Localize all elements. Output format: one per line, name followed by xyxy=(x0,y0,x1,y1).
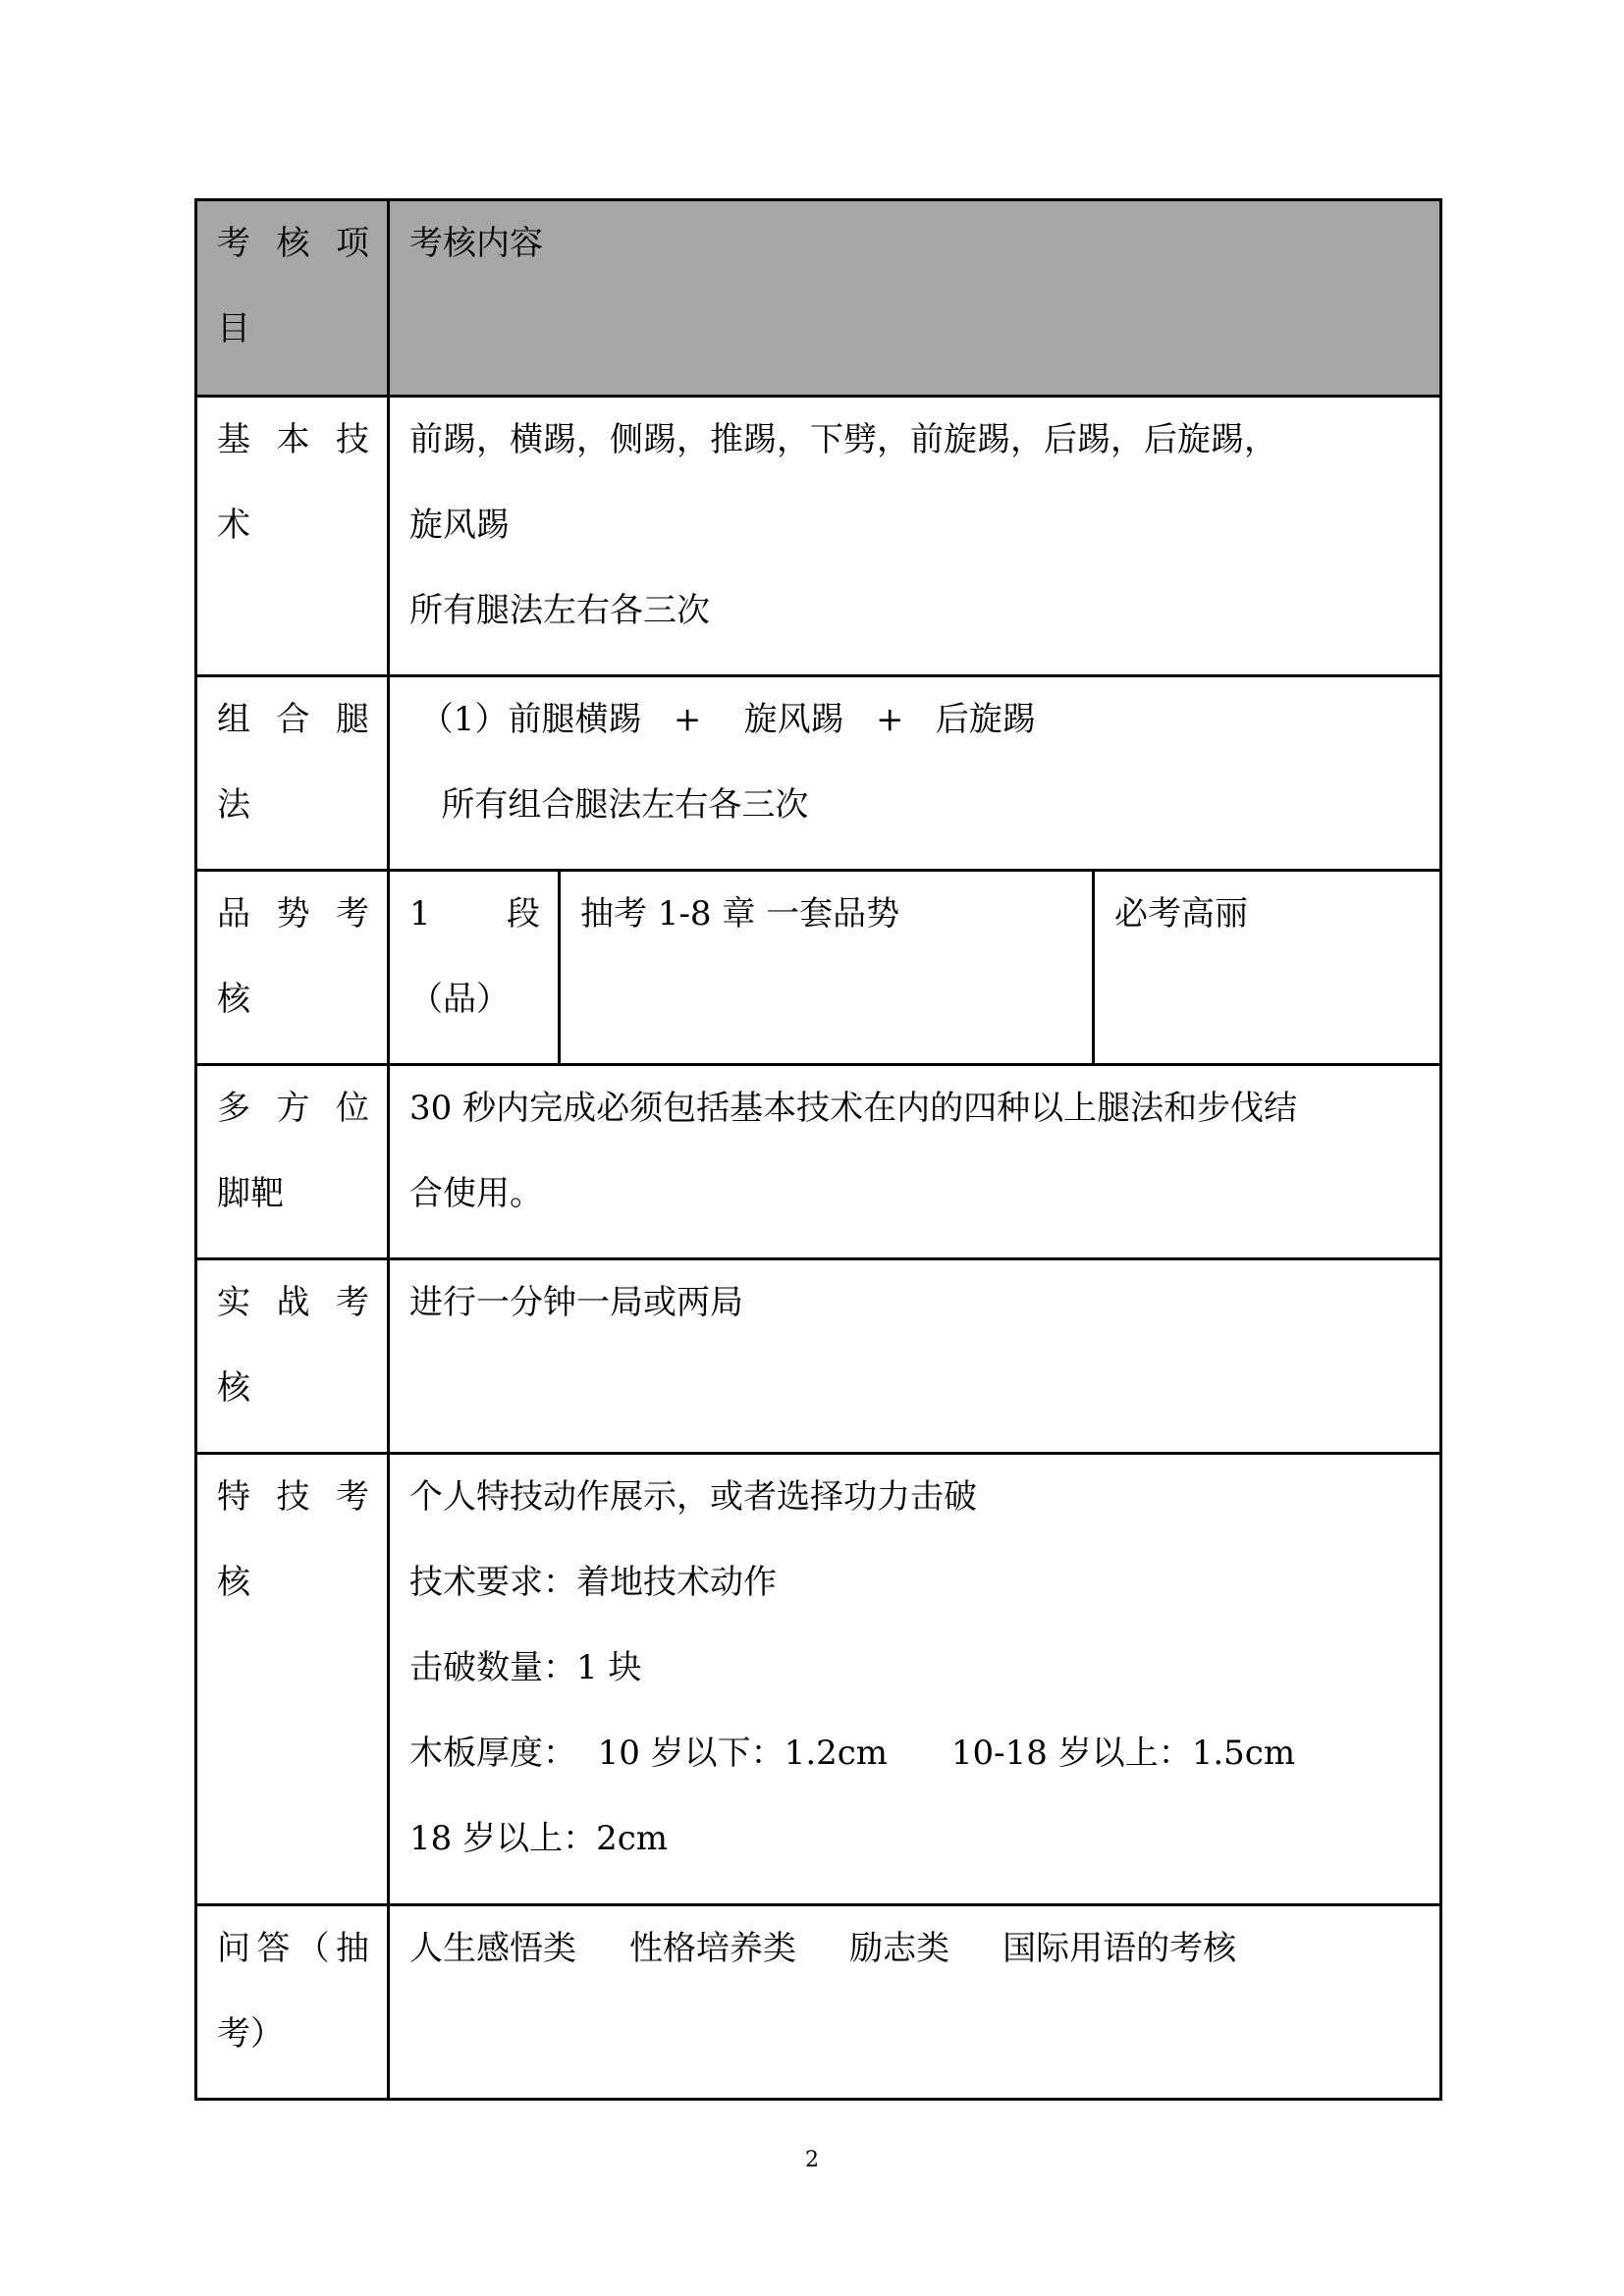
content-line: 所有腿法左右各三次 xyxy=(409,591,710,630)
table-row xyxy=(196,1905,1441,2100)
content-line: 合使用。 xyxy=(409,1174,543,1213)
content-line: 所有组合腿法左右各三次 xyxy=(409,785,809,825)
content-line: 前踢，横踢，侧踢，推踢，下劈，前旋踢，后踢，后旋踢， xyxy=(409,420,1277,459)
row-label: 特 技 考 核 xyxy=(196,1454,389,1905)
row-content xyxy=(389,676,1441,871)
table-row xyxy=(196,871,1441,1065)
content-line: 个人特技动作展示，或者选择功力击破 xyxy=(409,1477,977,1517)
header-content-cell: 考核内容 xyxy=(389,200,1441,397)
table-header-row xyxy=(196,200,1441,397)
content-line: 旋风踢 xyxy=(409,506,510,545)
row-label: 组 合 腿 法 xyxy=(196,676,389,871)
content-line: 木板厚度： 10 岁以下：1.2cm 10-18 岁以上：1.5cm xyxy=(409,1734,1296,1773)
content-line: 进行一分钟一局或两局 xyxy=(409,1283,743,1322)
row-label: 多 方 位 脚靶 xyxy=(196,1065,389,1259)
table-row xyxy=(196,676,1441,871)
row-subcell-level: 1 段（品） xyxy=(389,871,560,1065)
table-row xyxy=(196,397,1441,676)
row-subcell-draw: 抽考 1-8 章 一套品势 xyxy=(560,871,1094,1065)
table-row xyxy=(196,1259,1441,1454)
row-content xyxy=(389,1259,1441,1454)
header-item-cell: 考 核 项 目 xyxy=(196,200,389,397)
content-line: 18 岁以上：2cm xyxy=(409,1819,668,1858)
row-content xyxy=(389,1065,1441,1259)
table-row xyxy=(196,1454,1441,1905)
content-line: 技术要求：着地技术动作 xyxy=(409,1563,777,1602)
row-label: 问答（抽考） xyxy=(196,1905,389,2100)
content-line: 人生感悟类 性格培养类 励志类 国际用语的考核 xyxy=(409,1929,1237,1968)
row-label: 实 战 考 核 xyxy=(196,1259,389,1454)
assessment-table xyxy=(194,198,1442,2101)
row-content xyxy=(389,1905,1441,2100)
row-subcell-required: 必考高丽 xyxy=(1094,871,1441,1065)
content-line: 30 秒内完成必须包括基本技术在内的四种以上腿法和步伐结 xyxy=(409,1089,1298,1128)
row-label: 基 本 技 术 xyxy=(196,397,389,676)
row-content xyxy=(389,1454,1441,1905)
content-line: 击破数量：1 块 xyxy=(409,1648,642,1687)
page-number: 2 xyxy=(805,2148,819,2172)
row-content xyxy=(389,397,1441,676)
content-line: （1）前腿横踢 + 旋风踢 + 后旋踢 xyxy=(409,700,1036,739)
table-row xyxy=(196,1065,1441,1259)
row-label: 品 势 考 核 xyxy=(196,871,389,1065)
